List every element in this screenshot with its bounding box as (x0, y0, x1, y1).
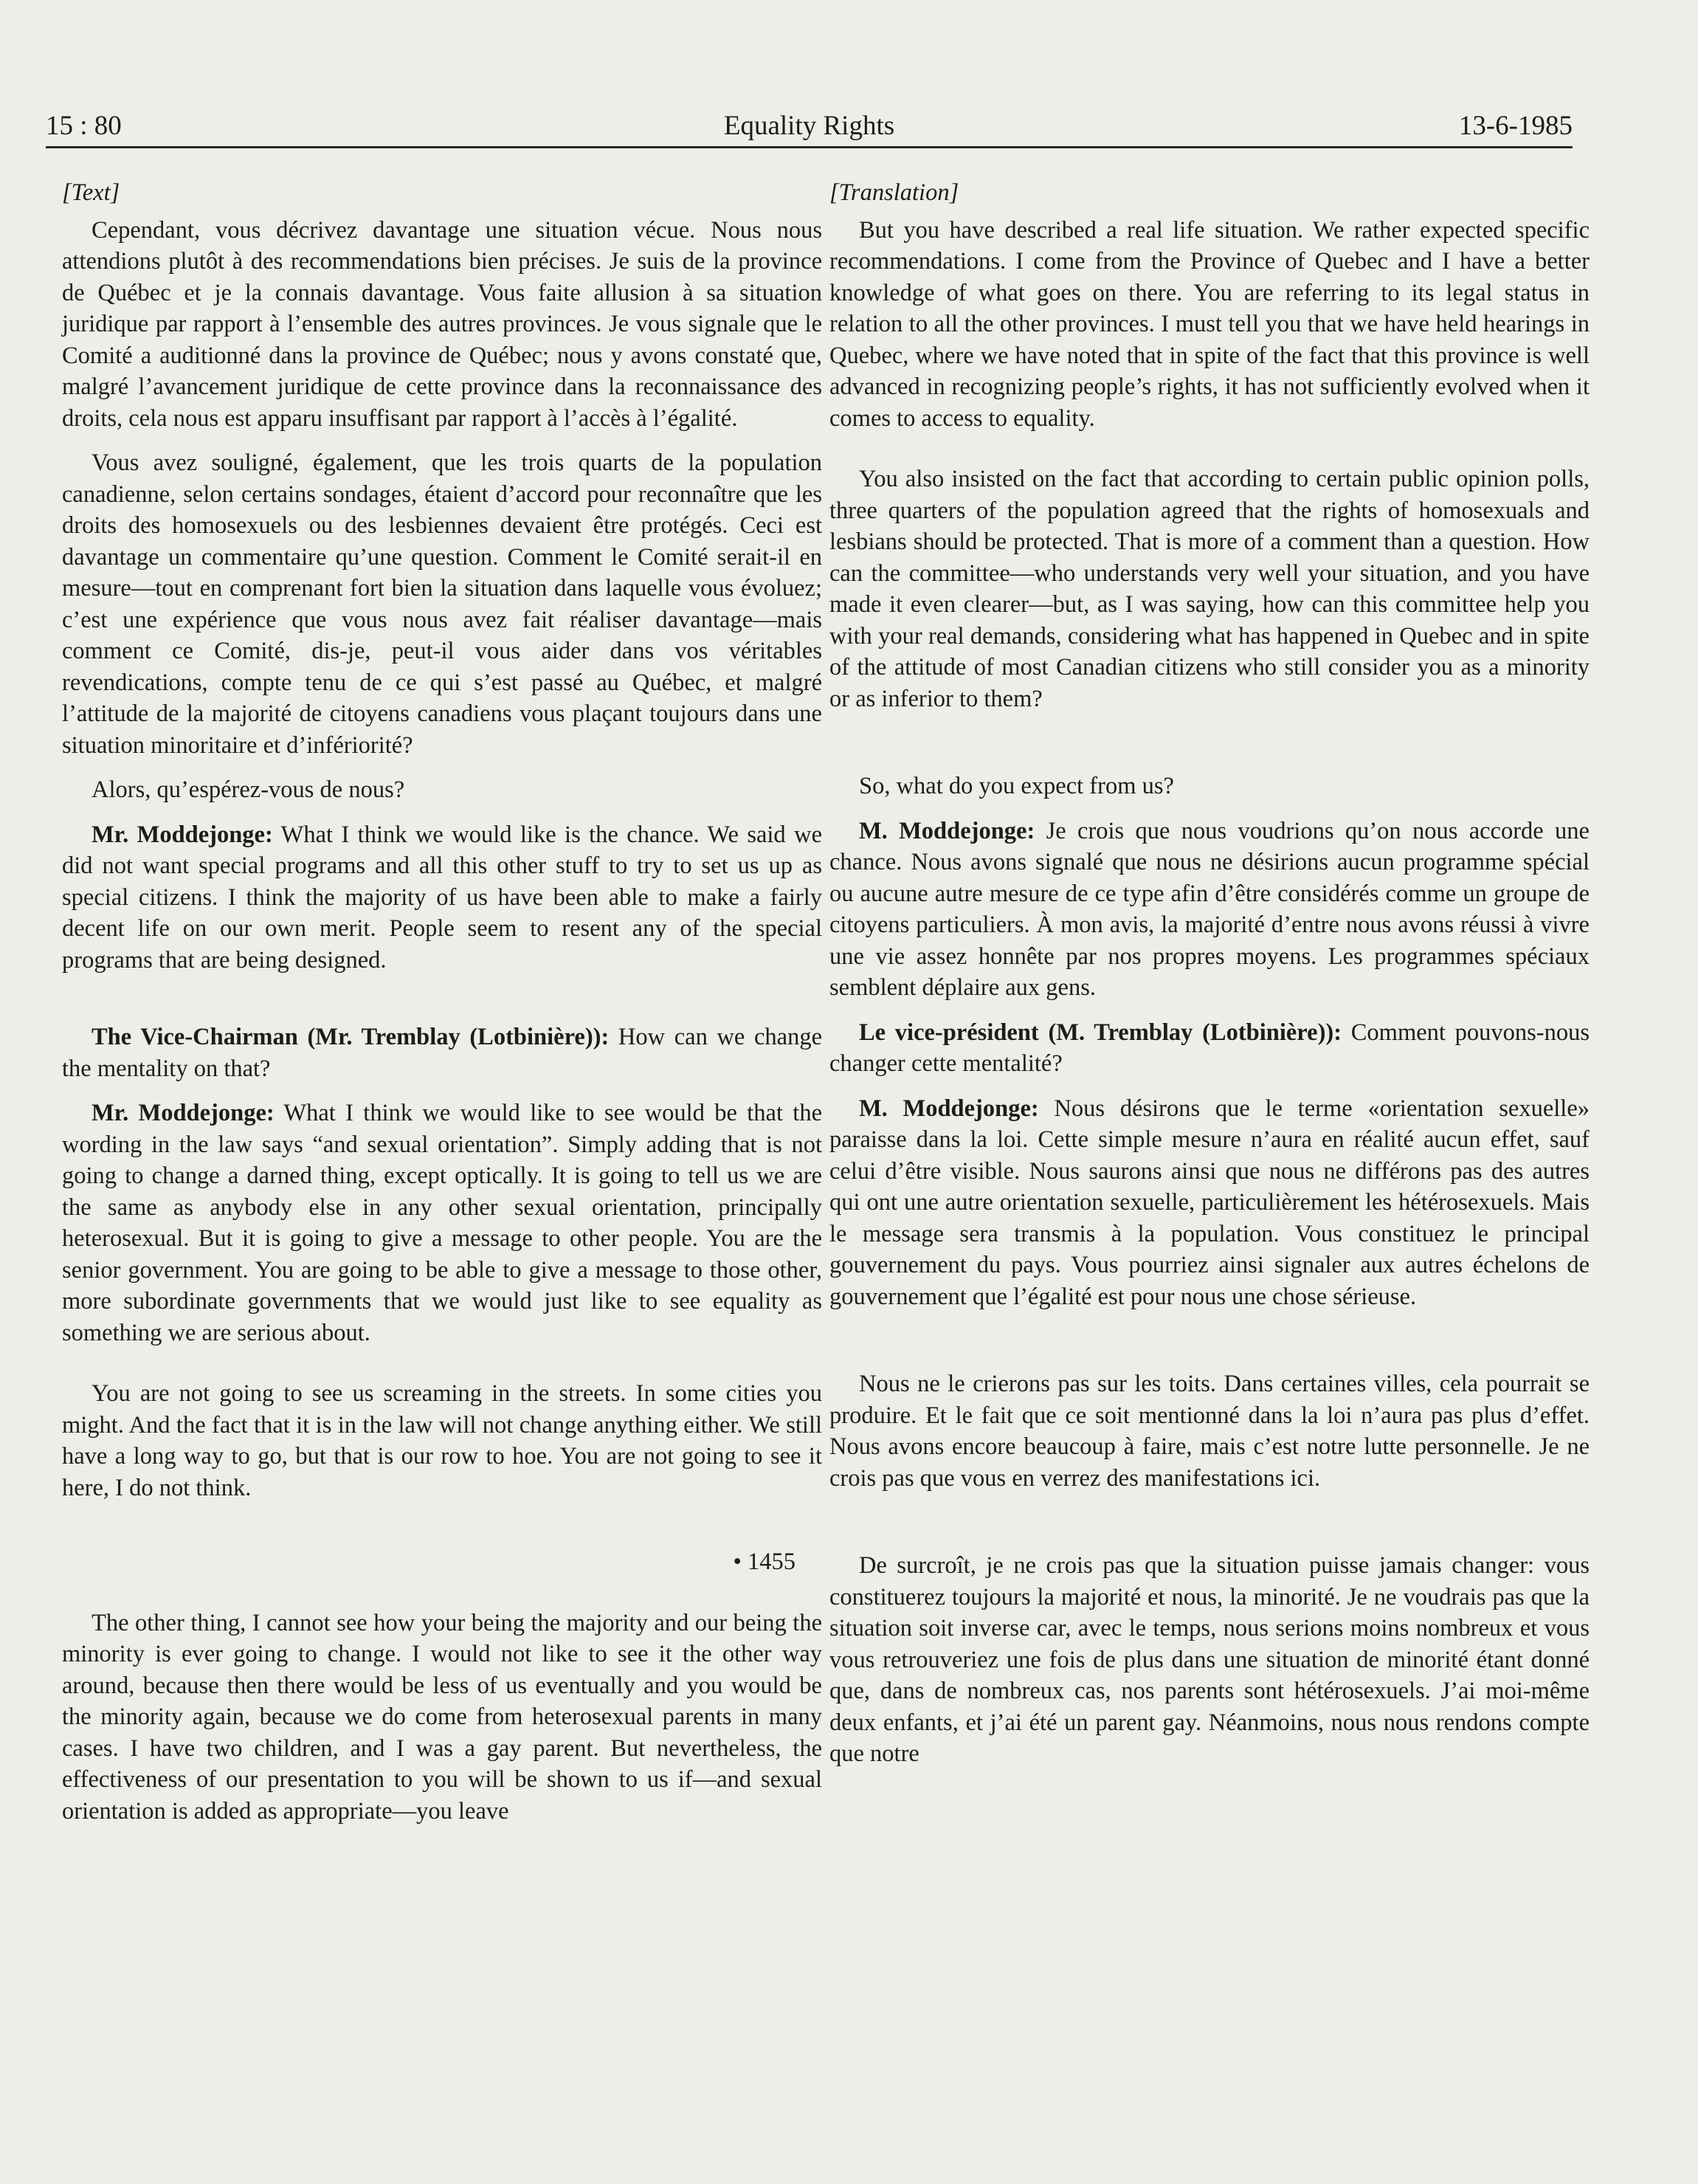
paragraph: You also insisted on the fact that according to certain public opinion polls, three quarters of the population agreed that the rights of homosexuals and lesbians should be protected. That is more of a comment than a question. How can the committee—who understands very well your situation, and you have made it even clearer—but, as I was saying, how can this committee help you with your real demands, considering what has happened in Quebec and in spite of the attitude of most Canadian citizens who still consider you as a minority or as inferior to them? (829, 466, 1590, 712)
translation-label: [Translation] (829, 179, 959, 206)
speaker-paragraph (829, 816, 1590, 1004)
speech-text: Nous désirons que le terme «orientation sexuelle» paraisse dans la loi. Cette simple mesure n’aura en réalité aucun effet, sauf celui d’être visible. Nous saurons ainsi que nous ne différons pas des autres qui ont une autre orientation sexuelle, particulièrement les hétérosexuels. Mais le message sera transmis à la population. Vous constituez le principal gouvernement du pays. Vous pourriez ainsi signaler aux autres échelons de gouvernement que l’égalité est pour nous une chose sérieuse. (829, 1095, 1590, 1310)
page-header (46, 105, 1573, 148)
speaker-paragraph (62, 1022, 822, 1084)
paragraph: The other thing, I cannot see how your being the majority and our being the minority is ever going to change. I would not like to see it the other way around, because then there would be less of us eventually and you would be the minority again, because we do come from heterosexual parents in many cases. I have two children, and I was a gay parent. But nevertheless, the effectiveness of our presentation to you will be shown to us if—and sexual orientation is added as appropriate—you leave (62, 1609, 822, 1825)
speaker-name: M. Moddejonge: (859, 1095, 1039, 1122)
paragraph: Vous avez souligné, également, que les trois quarts de la population canadienne, selon certains sondages, étaient d’accord pour reconnaître que les droits des homosexuels ou des lesbiennes devaient être protégés. Ceci est davantage un commentaire qu’une question. Comment le Comité serait-il en mesure—tout en comprenant fort bien la situation dans laquelle vous évoluez; c’est une expérience que vous nous avez fait réaliser davantage—mais comment ce Comité, dis-je, peut-il vous aider dans vos véritables revendications, compte tenu de ce qui s’est passé au Québec, et malgré l’attitude de la majorité de citoyens canadiens vous plaçant toujours dans une situation minoritaire et d’infériorité? (62, 449, 822, 759)
time-marker: • 1455 (733, 1549, 795, 1575)
speaker-name: The Vice-Chairman (Mr. Tremblay (Lotbinière)): (92, 1024, 610, 1050)
paragraph: So, what do you expect from us? (859, 773, 1174, 799)
left-column-french (62, 177, 822, 1827)
paragraph: Nous ne le crierons pas sur les toits. Dans certaines villes, cela pourrait se produire. Et le fait que ce soit mentionné dans la loi n’aura pas plus d’effet. Nous avons encore beaucoup à faire, mais c’est notre lutte personnelle. Je ne crois pas que vous en verrez des manifestations ici. (829, 1371, 1590, 1492)
speaker-name: Mr. Moddejonge: (92, 1100, 275, 1126)
speaker-name: Le vice-président (M. Tremblay (Lotbinière)): (859, 1019, 1342, 1046)
speaker-name: M. Moddejonge: (859, 817, 1035, 844)
right-column-english (829, 177, 1590, 1770)
page-number: 15 : 80 (46, 111, 122, 141)
running-title: Equality Rights (723, 111, 895, 141)
paragraph: But you have described a real life situation. We rather expected specific recommendations. I come from the Province of Quebec and I have a better knowledge of what goes on there. You are referring to its legal status in relation to all the other provinces. I must tell you that we have held hearings in Quebec, where we have noted that in spite of the fact that this province is well advanced in recognizing people’s rights, it has not sufficiently evolved when it comes to access to equality. (829, 216, 1590, 432)
speaker-paragraph (829, 1017, 1590, 1080)
paragraph: De surcroît, je ne crois pas que la situation puisse jamais changer: vous constituerez toujours la majorité et nous, la minorité. Je ne voudrais pas que la situation soit inverse car, avec le temps, nous serions moins nombreux et vous vous retrouveriez une fois de plus dans une situation de minorité étant donné que, dans de nombreux cas, nos parents sont hétérosexuels. J’ai moi-même deux enfants, et j’ai été un parent gay. Néanmoins, nous nous rendons compte que notre (829, 1552, 1590, 1767)
speaker-paragraph (829, 1093, 1590, 1313)
speech-text: What I think we would like to see would be that the wording in the law says “and sexual orientation”. Simply adding that is not going to change a darned thing, except optically. It is going to tell us we are the same as anybody else in any other sexual orientation, principally heterosexual. But it is going to give a message to other people. You are the senior government. You are going to be able to give a message to those other, more subordinate governments that we would just like to see equality as something we are serious about. (62, 1100, 823, 1346)
speech-text: How can we change the mentality on that? (62, 1024, 823, 1082)
speaker-paragraph (62, 1098, 822, 1348)
header-date: 13-6-1985 (1458, 111, 1573, 141)
speaker-name: Mr. Moddejonge: (92, 821, 273, 848)
speech-text: What I think we would like is the chance. We said we did not want special programs and all this other stuff to try to set us up as special citizens. I think the majority of us have been able to make a fairly decent life on our own merit. People seem to resent any of the special programs that are being designed. (62, 821, 823, 974)
speech-text: Comment pouvons-nous changer cette mentalité? (829, 1019, 1590, 1077)
paragraph: Cependant, vous décrivez davantage une situation vécue. Nous nous attendions plutôt à des recommendations bien précises. Je suis de la province de Québec et je la connais davantage. Vous faite allusion à sa situation juridique par rapport à l’ensemble des autres provinces. Je vous signale que le Comité a auditionné dans la province de Québec; nous y avons constaté que, malgré l’avancement juridique de cette province dans la reconnaissance des droits, cela nous est apparu insuffisant par rapport à l’accès à l’égalité. (62, 216, 822, 432)
speaker-paragraph (62, 819, 822, 976)
paragraph: Alors, qu’espérez-vous de nous? (92, 776, 405, 803)
speech-text: Je crois que nous voudrions qu’on nous accorde une chance. Nous avons signalé que nous ne désirions aucun programme spécial ou aucune autre mesure de ce type afin d’être considérés comme un groupe de citoyens particuliers. À mon avis, la majorité d’entre nous avons réussi à vivre une vie assez honnête par nos propres moyens. Les programmes spéciaux semblent déplaire aux gens. (829, 817, 1590, 1001)
text-label: [Text] (62, 179, 120, 206)
paragraph: You are not going to see us screaming in the streets. In some cities you might. And the fact that it is in the law will not change anything either. We still have a long way to go, but that is our row to hoe. You are not going to see it here, I do not think. (62, 1380, 822, 1501)
